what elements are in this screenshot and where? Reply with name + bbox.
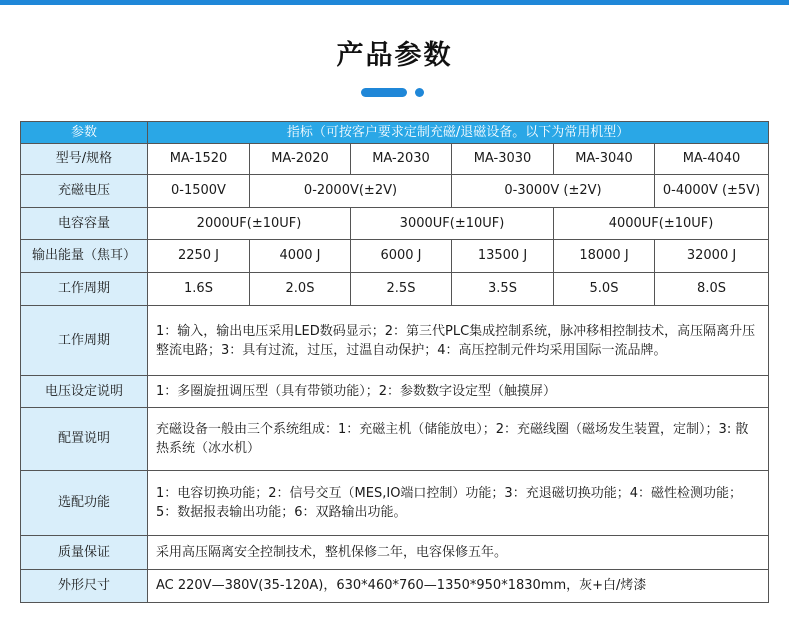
cycle-cell: 8.0S	[655, 273, 769, 306]
options-label: 选配功能	[21, 471, 148, 536]
cycle-cell: 3.5S	[452, 273, 554, 306]
cycle-label: 工作周期	[21, 273, 148, 306]
warranty-text: 采用高压隔离安全控制技术，整机保修二年，电容保修五年。	[148, 536, 769, 570]
spec-table	[20, 121, 769, 603]
size-text: AC 220V—380V(35-120A)，630*460*760—1350*950*1830mm，灰+白/烤漆	[148, 570, 769, 603]
size-label: 外形尺寸	[21, 570, 148, 603]
cycle-cell: 2.5S	[351, 273, 452, 306]
model-cell: MA-2020	[250, 144, 351, 175]
capacity-row	[21, 208, 769, 240]
page-title: 产品参数	[336, 40, 453, 71]
cycle-cell: 2.0S	[250, 273, 351, 306]
model-cell: MA-4040	[655, 144, 769, 175]
energy-cell: 13500 J	[452, 240, 554, 273]
table-header-row	[21, 122, 769, 144]
energy-label: 输出能量（焦耳）	[21, 240, 148, 273]
config-text: 充磁设备一般由三个系统组成：1：充磁主机（储能放电）；2：充磁线圈（磁场发生装置，定制）；3: 散热系统（冰水机）	[148, 408, 769, 471]
cycle-cell: 1.6S	[148, 273, 250, 306]
voltage-cell: 0-1500V	[148, 175, 250, 208]
model-cell: MA-2030	[351, 144, 452, 175]
energy-cell: 2250 J	[148, 240, 250, 273]
decoration-dot	[415, 88, 424, 97]
model-label: 型号/规格	[21, 144, 148, 175]
voltage-setting-row	[21, 376, 769, 408]
voltage-cell: 0-2000V(±2V)	[250, 175, 452, 208]
voltage-row	[21, 175, 769, 208]
energy-cell: 32000 J	[655, 240, 769, 273]
model-cell: MA-1520	[148, 144, 250, 175]
voltage-cell: 0-3000V (±2V)	[452, 175, 655, 208]
capacity-cell: 3000UF(±10UF)	[351, 208, 554, 240]
model-cell: MA-3040	[554, 144, 655, 175]
options-text: 1：电容切换功能；2：信号交互（MES,IO端口控制）功能；3：充退磁切换功能；4：磁性检测功能；5：数据报表输出功能；6：双路输出功能。	[148, 471, 769, 536]
header-indicator: 指标（可按客户要求定制充磁/退磁设备。以下为常用机型）	[148, 122, 769, 144]
capacity-label: 电容容量	[21, 208, 148, 240]
energy-cell: 6000 J	[351, 240, 452, 273]
cycle-row	[21, 273, 769, 306]
model-cell: MA-3030	[452, 144, 554, 175]
voltage-cell: 0-4000V (±5V)	[655, 175, 769, 208]
voltage-label: 充磁电压	[21, 175, 148, 208]
voltage-setting-text: 1：多圈旋扭调压型（具有带锁功能）；2：参数数字设定型（触摸屏）	[148, 376, 769, 408]
config-row	[21, 408, 769, 471]
model-row	[21, 144, 769, 175]
features-text: 1：输入，输出电压采用LED数码显示；2：第三代PLC集成控制系统，脉冲移相控制技术，高压隔离升压整流电路；3：具有过流，过压，过温自动保护；4：高压控制元件均采用国际一流品牌。	[148, 306, 769, 376]
warranty-row	[21, 536, 769, 570]
voltage-setting-label: 电压设定说明	[21, 376, 148, 408]
decoration-bar	[361, 88, 407, 97]
energy-cell: 18000 J	[554, 240, 655, 273]
features-label: 工作周期	[21, 306, 148, 376]
features-row	[21, 306, 769, 376]
size-row	[21, 570, 769, 603]
warranty-label: 质量保证	[21, 536, 148, 570]
capacity-cell: 2000UF(±10UF)	[148, 208, 351, 240]
energy-row	[21, 240, 769, 273]
config-label: 配置说明	[21, 408, 148, 471]
cycle-cell: 5.0S	[554, 273, 655, 306]
energy-cell: 4000 J	[250, 240, 351, 273]
header-param: 参数	[21, 122, 148, 144]
options-row	[21, 471, 769, 536]
capacity-cell: 4000UF(±10UF)	[554, 208, 769, 240]
top-accent-bar	[0, 0, 789, 5]
